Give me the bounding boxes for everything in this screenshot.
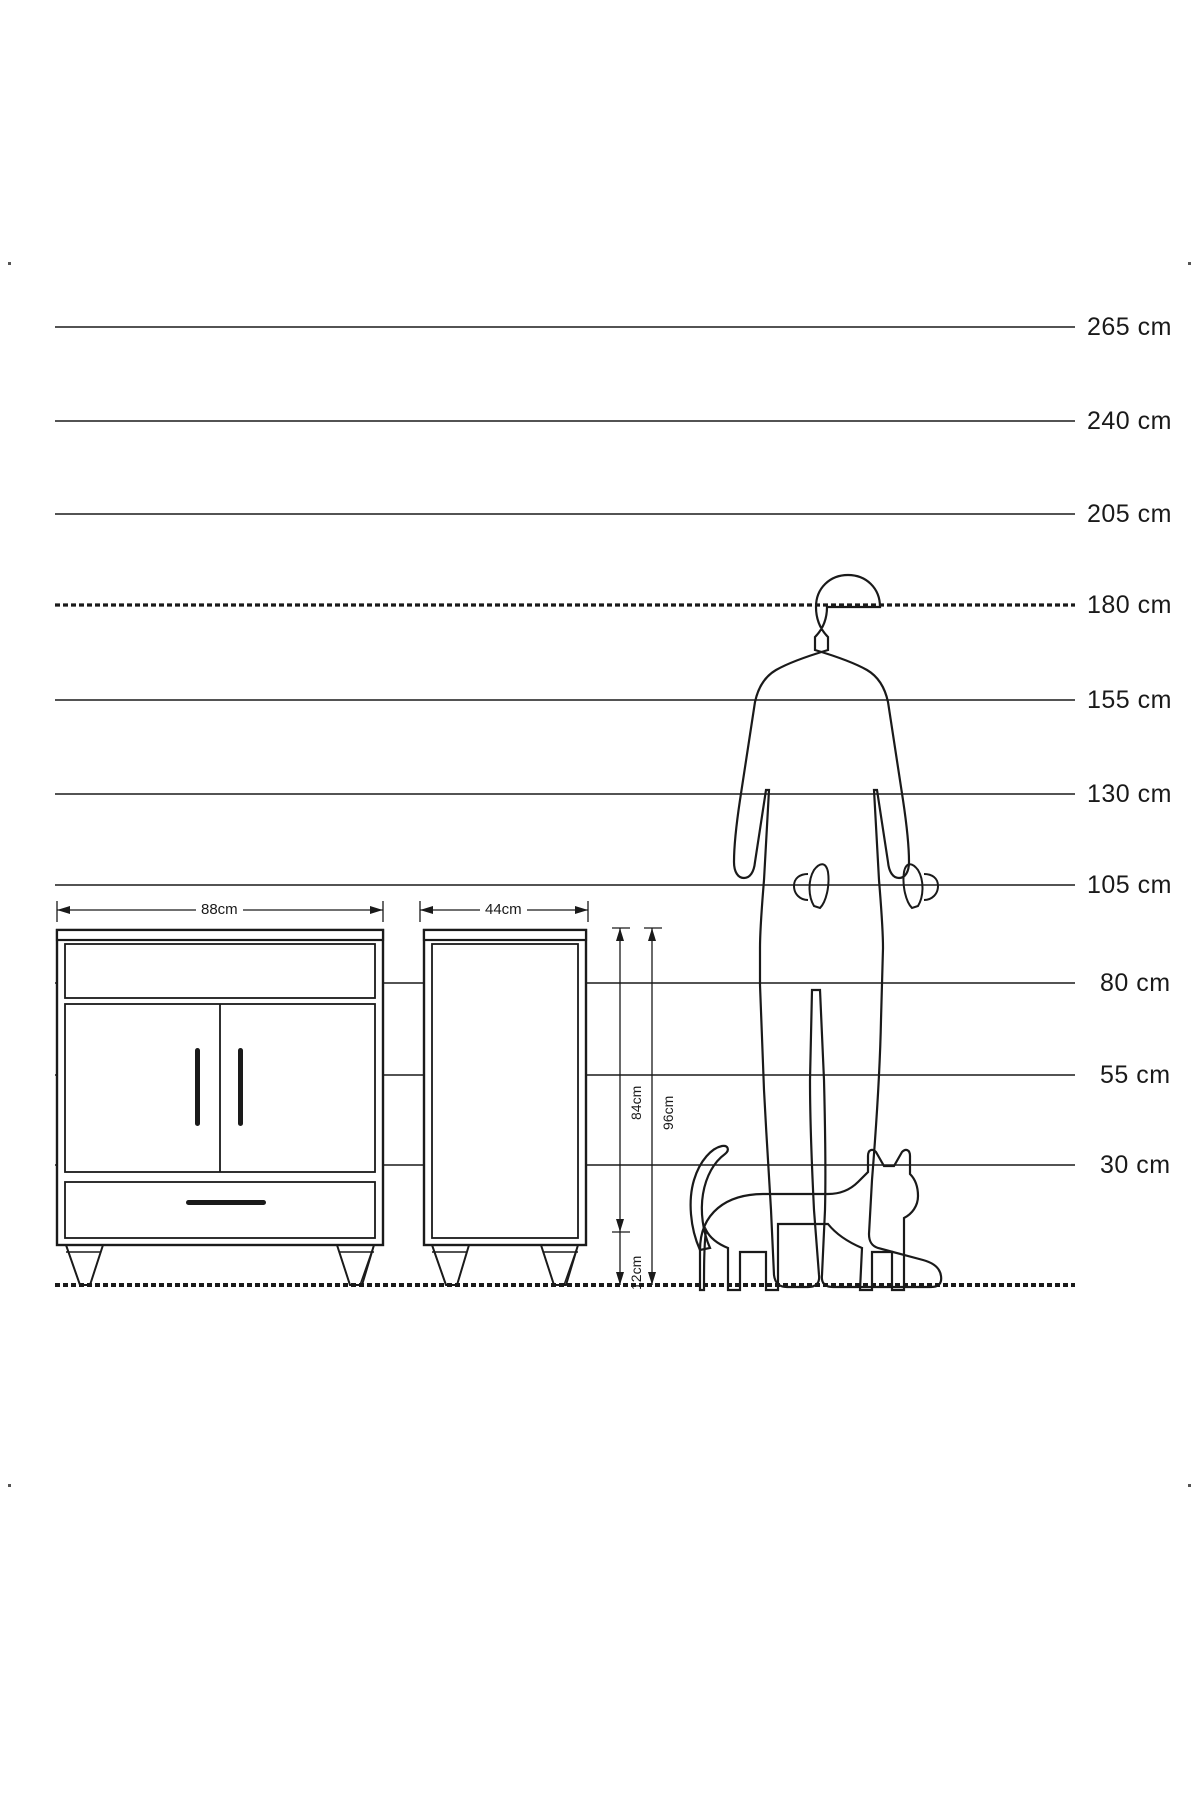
sideboard-cabinet	[57, 930, 383, 1285]
scale-label-240: 240 cm	[1087, 407, 1172, 435]
dimension-label-44cm: 44cm	[480, 901, 527, 918]
tall-cabinet-leg-right	[541, 1245, 578, 1285]
scale-label-130: 130 cm	[1087, 780, 1172, 808]
cat-silhouette	[691, 1146, 918, 1290]
cabinet-door-handle-right	[238, 1048, 243, 1126]
dimension-label-84cm: 84cm	[628, 1085, 644, 1120]
scale-label-105: 105 cm	[1087, 871, 1172, 899]
cabinet-leg-left	[66, 1245, 103, 1285]
scale-label-80: 80 cm	[1100, 969, 1171, 997]
dimension-label-96cm: 96cm	[660, 1095, 676, 1130]
dimension-label-12cm: 12cm	[628, 1255, 644, 1290]
tall-cabinet	[424, 930, 586, 1285]
cabinet-drawer-handle	[186, 1200, 266, 1205]
scale-label-265: 265 cm	[1087, 313, 1172, 341]
cabinet-door-handle-left	[195, 1048, 200, 1126]
tall-cabinet-leg-left	[432, 1245, 469, 1285]
human-silhouette	[734, 575, 941, 1287]
scale-label-155: 155 cm	[1087, 686, 1172, 714]
dimension-label-88cm: 88cm	[196, 901, 243, 918]
scale-label-180: 180 cm	[1087, 591, 1172, 619]
scale-label-30: 30 cm	[1100, 1151, 1171, 1179]
scale-label-205: 205 cm	[1087, 500, 1172, 528]
scale-label-55: 55 cm	[1100, 1061, 1171, 1089]
cabinet-leg-right	[337, 1245, 374, 1285]
